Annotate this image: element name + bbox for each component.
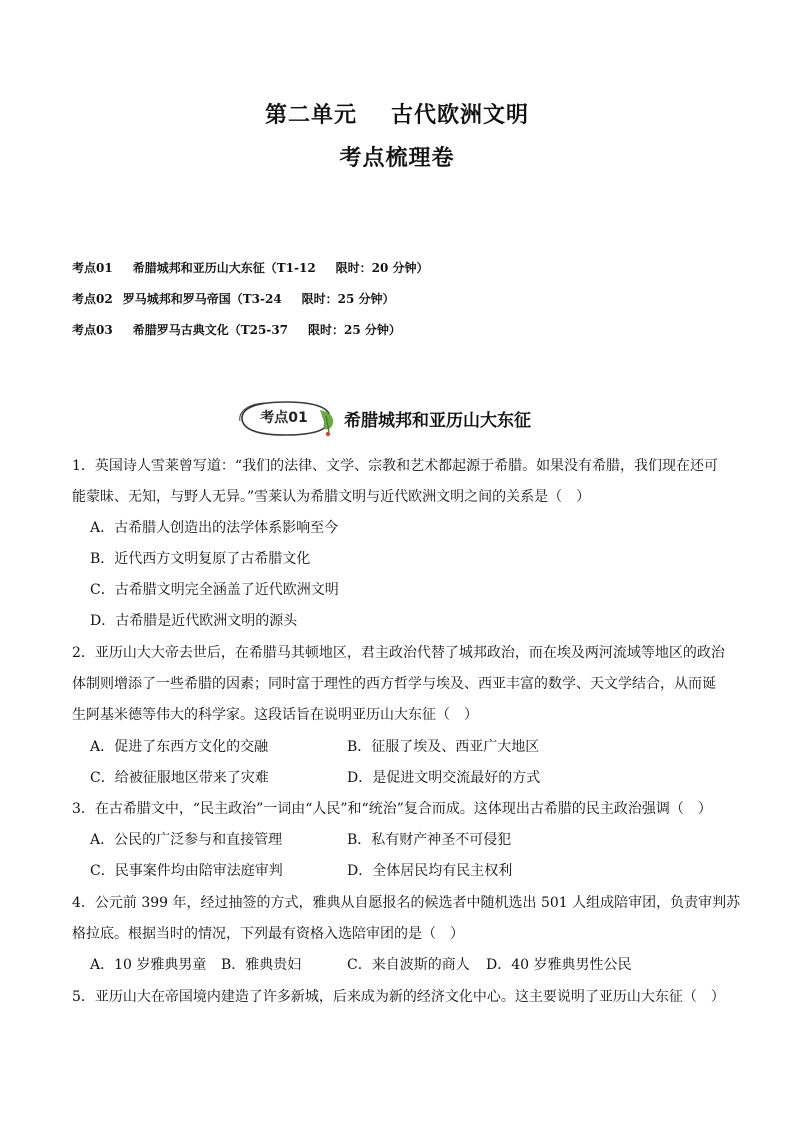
q2-option-c: C．给被征服地区带来了灾难 — [90, 770, 269, 786]
q5-stem-line1: 5．亚历山大在帝国境内建造了许多新城，后来成为新的经济文化中心。这主要说明了亚历山大东征（ ） — [72, 989, 725, 1005]
toc-topic: 希腊罗马古典文化（T25-37 — [132, 323, 289, 337]
page-title — [0, 98, 794, 129]
page-subtitle: 考点梳理卷 — [339, 146, 455, 171]
unit-subject: 古代欧洲文明 — [391, 103, 530, 128]
q2-stem-line2: 体制则增添了一些希腊的因素；同时富于理性的西方哲学与埃及、西亚丰富的数学、天文学结合，从而诞 — [72, 676, 716, 692]
q3-option-b: B．私有财产神圣不可侵犯 — [347, 832, 512, 848]
q3-option-d: D．全体居民均有民主权利 — [347, 863, 513, 879]
q1-stem-line2: 能蒙昧、无知，与野人无异。”雪莱认为希腊文明与近代欧洲文明之间的关系是（ ） — [72, 489, 591, 505]
toc-num: 考点02 — [72, 292, 113, 306]
toc-limit: 限时：20 分钟） — [335, 261, 429, 275]
q3-option-a: A．公民的广泛参与和直接管理 — [90, 832, 283, 848]
q2-option-d: D．是促进文明交流最好的方式 — [347, 770, 541, 786]
q2-option-b: B．征服了埃及、西亚广大地区 — [347, 739, 540, 755]
q4-stem-line2: 格拉底。根据当时的情况，下列最有资格入选陪审团的是（ ） — [72, 926, 464, 942]
q3-stem-line1: 3．在古希腊文中，“民主政治”一词由“人民”和“统治”复合而成。这体现出古希腊的民主政治强调（ ） — [72, 801, 712, 817]
q1-option-b: B．近代西方文明复原了古希腊文化 — [90, 551, 311, 567]
toc-limit: 限时：25 分钟） — [308, 323, 401, 337]
unit-label: 第二单元 — [264, 103, 357, 128]
q4-option-a: A．10 岁雅典男童 — [90, 957, 207, 973]
toc-num: 考点03 — [72, 323, 113, 337]
q2-stem-line3: 生阿基米德等伟大的科学家。这段话旨在说明亚历山大东征（ ） — [72, 707, 478, 723]
q4-option-b: B．雅典贵妇 — [221, 957, 302, 973]
q1-option-a: A．古希腊人创造出的法学体系影响至今 — [90, 520, 339, 536]
q2-stem-line1: 2．亚历山大大帝去世后，在希腊马其顿地区，君主政治代替了城邦政治，而在埃及两河流域等地区的政治 — [72, 645, 725, 661]
toc-num: 考点01 — [72, 261, 113, 275]
section-badge-label: 考点01 — [260, 410, 308, 426]
toc-item-1 — [72, 259, 429, 276]
q2-option-a: A．促进了东西方文化的交融 — [90, 739, 269, 755]
toc-topic: 希腊城邦和亚历山大东征（T1-12 — [132, 261, 316, 275]
toc-item-2 — [72, 290, 395, 307]
q3-option-c: C．民事案件均由陪审法庭审判 — [90, 863, 283, 879]
toc-topic: 罗马城邦和罗马帝国（T3-24 — [122, 292, 282, 306]
q1-option-c: C．古希腊文明完全涵盖了近代欧洲文明 — [90, 582, 339, 598]
q1-option-d: D．古希腊是近代欧洲文明的源头 — [90, 613, 298, 629]
q1-stem-line1: 1．英国诗人雪莱曾写道：“我们的法律、文学、宗教和艺术都起源于希腊。如果没有希腊，我们现在还可 — [72, 458, 719, 474]
q4-option-d: D．40 岁雅典男性公民 — [486, 957, 632, 973]
section-title: 希腊城邦和亚历山大东征 — [344, 411, 531, 431]
q4-stem-line1: 4．公元前 399 年，经过抽签的方式，雅典从自愿报名的候选者中随机选出 501 人组成陪审团，负责审判苏 — [72, 895, 741, 911]
toc-limit: 限时：25 分钟） — [301, 292, 395, 306]
q4-option-c: C．来自波斯的商人 — [347, 957, 470, 973]
toc-item-3 — [72, 321, 401, 338]
